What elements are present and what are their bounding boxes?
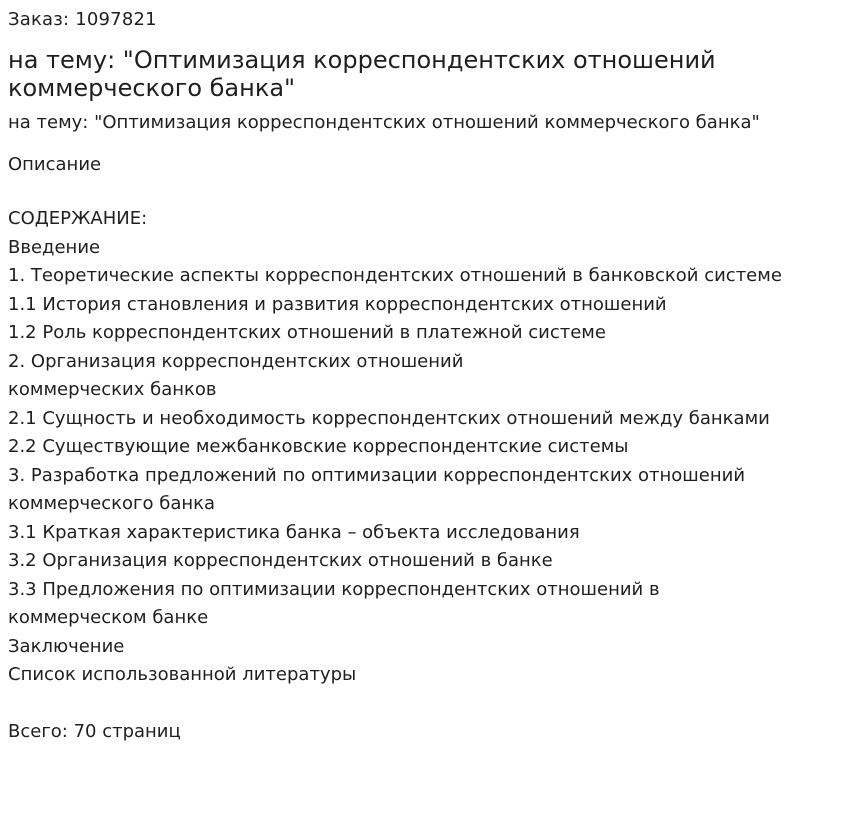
contents-line: 2.1 Сущность и необходимость корреспондентских отношений между банками [8,407,770,429]
contents-line: 3. Разработка предложений по оптимизации корреспондентских отношений [8,464,746,486]
contents-line: Список использованной литературы [8,664,357,685]
contents-line: коммерческого банка [8,493,216,514]
contents-line: 2.2 Существующие межбанковские корреспондентские системы [8,436,629,457]
page-title: на тему: "Оптимизация корреспондентских отношений коммерческого банка" [8,46,716,102]
contents-line: Введение [8,236,101,258]
contents-line: Заключение [8,635,125,657]
page-subtitle: на тему: "Оптимизация корреспондентских отношений коммерческого банка" [8,112,760,133]
contents-line: коммерческом банке [8,607,209,628]
total-pages: Всего: 70 страниц [8,720,181,742]
order-number: Заказ: 1097821 [8,9,157,30]
contents-line: 1.1 История становления и развития корреспондентских отношений [8,293,667,315]
contents-line: 2. Организация корреспондентских отношений [8,350,464,372]
contents-line: 3.2 Организация корреспондентских отношений в банке [8,550,553,571]
table-of-contents [8,205,839,690]
contents-line: 3.1 Краткая характеристика банка – объекта исследования [8,521,580,543]
contents-line: 3.3 Предложения по оптимизации корреспондентских отношений в [8,578,660,600]
contents-line: 1. Теоретические аспекты корреспондентских отношений в банковской системе [8,265,782,286]
contents-line: коммерческих банков [8,379,217,400]
contents-line: 1.2 Роль корреспондентских отношений в платежной системе [8,322,606,343]
description-label: Описание [8,154,102,175]
contents-heading: СОДЕРЖАНИЕ: [8,208,148,229]
